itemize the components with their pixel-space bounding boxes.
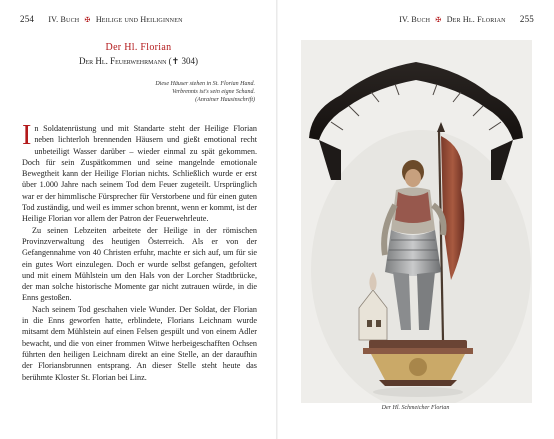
paragraph: Zu seinen Lebzeiten arbeitete der Heilige in der römischen Provinzverwaltung des heutigen Österreich. Als er von der Gefangennahme von 40 Christen erfuhr, machte er sich auf, um für sie ein gutes Wort einzulegen. Doch er wurde selbst gefangen, gefoltert und mit einem Mühlstein um den Hals von der Lorcher Stadtbrücke, der man solche historische Momente gar nicht zutrauen würde, in die Enns gestoßen.: [22, 225, 257, 303]
page-number-right: 255: [519, 14, 534, 24]
paragraph: [22, 120, 257, 225]
running-head-book: IV. Buch: [399, 15, 431, 24]
epigraph-source: (Anrainer Hausinschrift): [195, 97, 255, 104]
running-head-right: [399, 14, 534, 24]
epigraph: [55, 80, 255, 105]
chapter-subtitle: Der Hl. Feuerwehrmann (✝ 304): [79, 56, 198, 66]
running-head-section: Der Hl. Florian: [446, 15, 506, 24]
paragraph-text: n Soldatenrüstung und mit Standarte steht der Heilige Florian neben lichterloh brennenden Häusern und gießt emotional recht unbeteiligt Wasser darüber – wieder einmal zu spät gekommen. Doch für sein Zuspätkommen und seine mangelnde emotionale Bewegtheit kann der Heilige Florian nichts. Schließlich wurde er erst über 1.000 Jahre nach seinem Tod dem Feuer zugeteilt. Ursprünglich war er der himmlische Fürsprecher für Verstorbene und für einen guten Tod zuständig, und weil es immer schon brennt, wenn er kommt, ist der Heilige Florian vor allem der Patron der Feuerwehrleute.: [22, 124, 257, 224]
drop-cap: I: [22, 120, 32, 151]
chapter-title: Der Hl. Florian: [105, 42, 172, 53]
running-head-section: Heilige und Heiliginnen: [95, 15, 183, 24]
body-text: [22, 120, 257, 383]
statue-illustration: [301, 40, 532, 403]
paragraph: Nach seinem Tod geschahen viele Wunder. Der Soldat, der Florian in die Enns geworfen hatte, erblindete, Florians Leichnam wurde mitsamt dem Mühlstein auf einen Felsen gespült und von einem Adler bewacht, und die von einer frommen Witwe herbeigeschafften Ochsen führten den heiligen Leichnam direkt an eine Stelle, an der daraufhin der Floriansbrunnen entsprang. An dieser Stelle steht heute das berühmte Kloster St. Florian bei Linz.: [22, 304, 257, 382]
right-page: [277, 0, 554, 439]
running-head-left: [20, 14, 183, 24]
epigraph-line: Verbrennts ist's sein eigne Schand.: [172, 89, 255, 96]
epigraph-line: Diese Häuser stehen in St. Florian Hand.: [155, 81, 255, 87]
cross-ornament-icon: ✠: [435, 16, 442, 24]
page-number-left: 254: [20, 14, 35, 24]
running-head-book: IV. Buch: [48, 15, 80, 24]
cross-ornament-icon: ✠: [84, 16, 91, 24]
saint-florian-photo: [301, 40, 532, 403]
photo-caption: Der Hl. Schmeicher Florian: [381, 405, 450, 411]
